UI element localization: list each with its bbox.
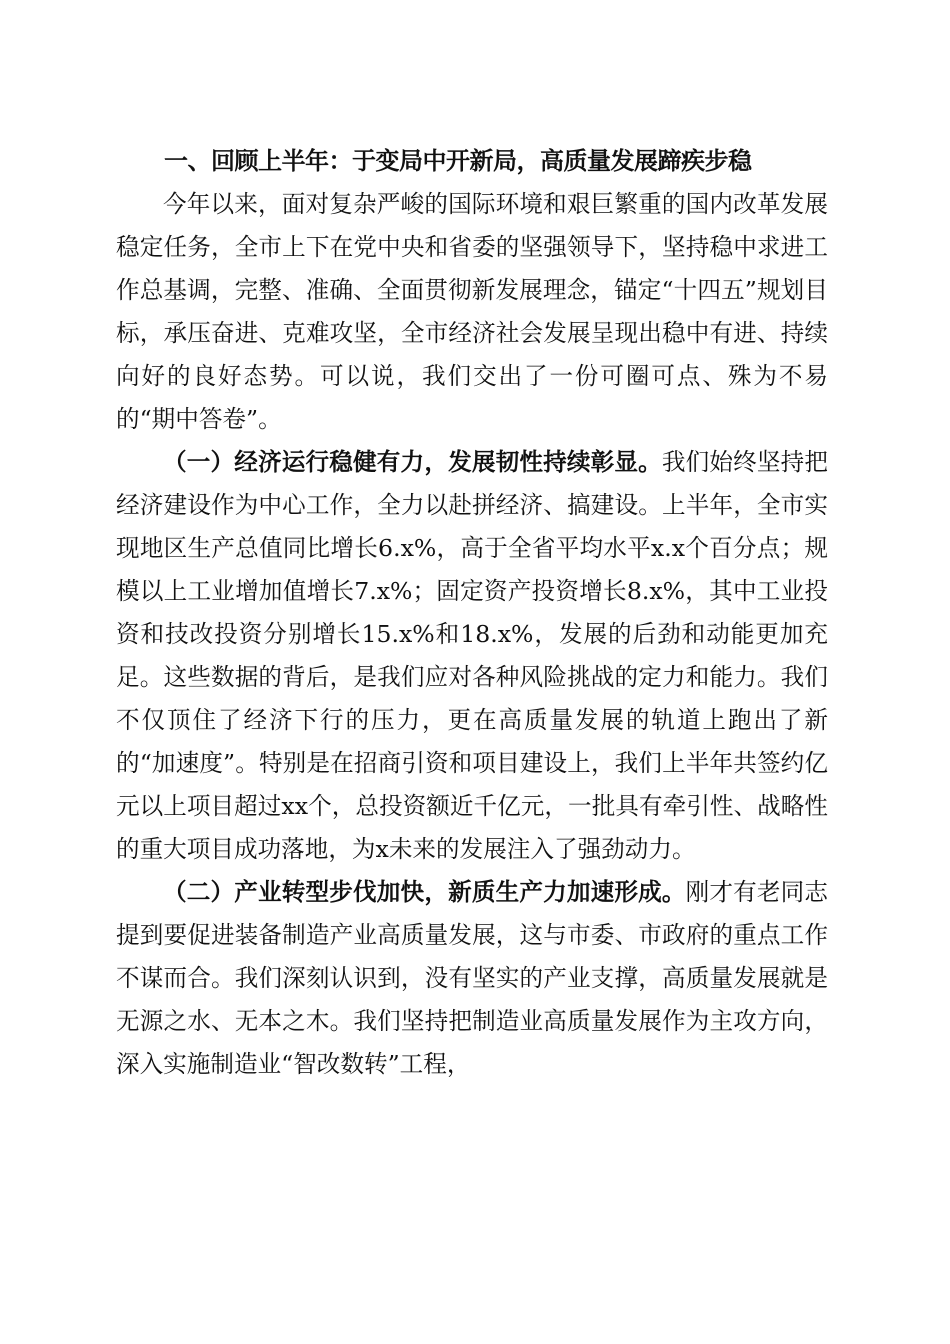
subsection-2-body: 刚才有老同志提到要促进装备制造产业高质量发展，这与市委、市政府的重点工作不谋而合。我们深刻认识到，没有坚实的产业支撑，高质量发展就是无源之水、无本之木。我们坚持把制造业高质量发展作为主攻方向，深入实施制造业“智改数转”工程， — [116, 878, 829, 1078]
subsection-2-paragraph — [116, 871, 828, 1086]
document-page — [116, 140, 828, 1086]
subsection-1-body: 我们始终坚持把经济建设作为中心工作，全力以赴拼经济、搞建设。上半年，全市实现地区生产总值同比增长6.x%，高于全省平均水平x.x个百分点；规模以上工业增加值增长7.x%；固定资产投资增长8.x%，其中工业投资和技改投资分别增长15.x%和18.x%，发展的后劲和动能更加充足。这些数据的背后，是我们应对各种风险挑战的定力和能力。我们不仅顶住了经济下行的压力，更在高质量发展的轨道上跑出了新的“加速度”。特别是在招商引资和项目建设上，我们上半年共签约亿元以上项目超过xx个，总投资额近千亿元，一批具有牵引性、战略性的重大项目成功落地，为x未来的发展注入了强劲动力。 — [116, 448, 829, 863]
subsection-1-paragraph — [116, 441, 828, 871]
intro-paragraph: 今年以来，面对复杂严峻的国际环境和艰巨繁重的国内改革发展稳定任务，全市上下在党中央和省委的坚强领导下，坚持稳中求进工作总基调，完整、准确、全面贯彻新发展理念，锚定“十四五”规划目标，承压奋进、克难攻坚，全市经济社会发展呈现出稳中有进、持续向好的良好态势。可以说，我们交出了一份可圈可点、殊为不易的“期中答卷”。 — [116, 190, 828, 433]
section-heading: 一、回顾上半年：于变局中开新局，高质量发展蹄疾步稳 — [164, 147, 752, 175]
subsection-2-title: （二）产业转型步伐加快，新质生产力加速形成。 — [163, 878, 686, 906]
subsection-1-title: （一）经济运行稳健有力，发展韧性持续彰显。 — [163, 448, 662, 476]
